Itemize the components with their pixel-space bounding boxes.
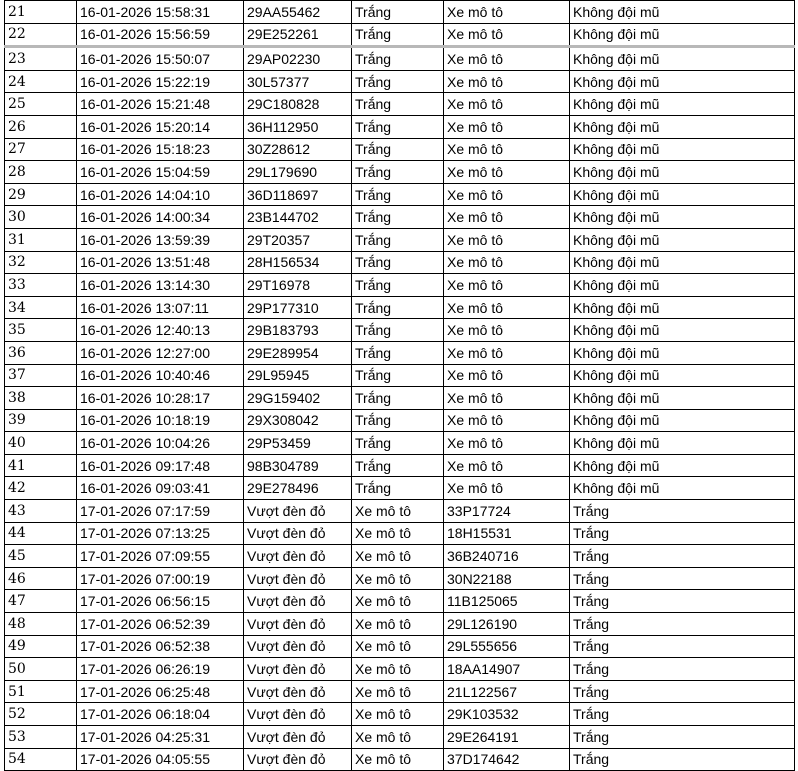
row-number-cell: 52 (5, 703, 77, 726)
datetime-cell: 17-01-2026 06:52:39 (77, 613, 244, 636)
table-row (5, 635, 795, 658)
column-5-cell: 11B125065 (444, 590, 570, 613)
datetime-cell: 16-01-2026 09:17:48 (77, 454, 244, 477)
table-row (5, 23, 795, 47)
column-5-cell: 36B240716 (444, 545, 570, 568)
table-row (5, 138, 795, 161)
column-3-cell: Vượt đèn đỏ (244, 635, 352, 658)
column-5-cell: Xe mô tô (444, 454, 570, 477)
table-row (5, 70, 795, 93)
column-4-cell: Trắng (352, 409, 444, 432)
datetime-cell: 16-01-2026 15:18:23 (77, 138, 244, 161)
row-number-cell: 31 (5, 228, 77, 251)
column-3-cell: Vượt đèn đỏ (244, 680, 352, 703)
column-4-cell: Trắng (352, 183, 444, 206)
datetime-cell: 16-01-2026 09:03:41 (77, 477, 244, 500)
column-6-cell: Trắng (570, 680, 795, 703)
column-5-cell: 29E264191 (444, 726, 570, 749)
table-row (5, 296, 795, 319)
row-number-cell: 47 (5, 590, 77, 613)
column-4-cell: Trắng (352, 47, 444, 71)
column-3-cell: 29B183793 (244, 319, 352, 342)
column-4-cell: Trắng (352, 454, 444, 477)
column-4-cell: Xe mô tô (352, 658, 444, 681)
column-4-cell: Xe mô tô (352, 680, 444, 703)
column-4-cell: Trắng (352, 274, 444, 297)
table-row (5, 432, 795, 455)
table-row (5, 115, 795, 138)
table-row (5, 522, 795, 545)
column-6-cell: Không đội mũ (570, 138, 795, 161)
column-5-cell: Xe mô tô (444, 364, 570, 387)
column-5-cell: Xe mô tô (444, 115, 570, 138)
row-number-cell: 36 (5, 341, 77, 364)
column-5-cell: 18AA14907 (444, 658, 570, 681)
column-6-cell: Không đội mũ (570, 387, 795, 410)
column-6-cell: Không đội mũ (570, 70, 795, 93)
column-5-cell: 30N22188 (444, 567, 570, 590)
column-4-cell: Xe mô tô (352, 748, 444, 771)
column-5-cell: 37D174642 (444, 748, 570, 771)
column-4-cell: Trắng (352, 206, 444, 229)
column-5-cell: Xe mô tô (444, 23, 570, 47)
row-number-cell: 53 (5, 726, 77, 749)
table-row (5, 387, 795, 410)
column-5-cell: Xe mô tô (444, 477, 570, 500)
column-4-cell: Trắng (352, 296, 444, 319)
row-number-cell: 27 (5, 138, 77, 161)
datetime-cell: 17-01-2026 06:18:04 (77, 703, 244, 726)
row-number-cell: 51 (5, 680, 77, 703)
table-row (5, 93, 795, 116)
row-number-cell: 33 (5, 274, 77, 297)
row-number-cell: 41 (5, 454, 77, 477)
column-3-cell: Vượt đèn đỏ (244, 748, 352, 771)
table-body (5, 1, 795, 771)
table-row (5, 680, 795, 703)
row-number-cell: 23 (5, 47, 77, 71)
column-3-cell: Vượt đèn đỏ (244, 522, 352, 545)
column-6-cell: Không đội mũ (570, 341, 795, 364)
datetime-cell: 16-01-2026 15:50:07 (77, 47, 244, 71)
column-6-cell: Không đội mũ (570, 1, 795, 24)
column-5-cell: Xe mô tô (444, 228, 570, 251)
column-5-cell: Xe mô tô (444, 409, 570, 432)
table-row (5, 228, 795, 251)
table-row (5, 206, 795, 229)
column-6-cell: Không đội mũ (570, 161, 795, 184)
datetime-cell: 16-01-2026 13:59:39 (77, 228, 244, 251)
datetime-cell: 16-01-2026 10:40:46 (77, 364, 244, 387)
column-6-cell: Không đội mũ (570, 319, 795, 342)
row-number-cell: 38 (5, 387, 77, 410)
column-6-cell: Không đội mũ (570, 364, 795, 387)
table-row (5, 726, 795, 749)
column-6-cell: Trắng (570, 522, 795, 545)
row-number-cell: 32 (5, 251, 77, 274)
column-3-cell: 30Z28612 (244, 138, 352, 161)
table-row (5, 1, 795, 24)
datetime-cell: 16-01-2026 10:28:17 (77, 387, 244, 410)
row-number-cell: 29 (5, 183, 77, 206)
row-number-cell: 26 (5, 115, 77, 138)
row-number-cell: 24 (5, 70, 77, 93)
table-row (5, 409, 795, 432)
column-5-cell: Xe mô tô (444, 432, 570, 455)
column-4-cell: Xe mô tô (352, 567, 444, 590)
column-4-cell: Trắng (352, 364, 444, 387)
table-row (5, 251, 795, 274)
column-4-cell: Trắng (352, 432, 444, 455)
column-3-cell: Vượt đèn đỏ (244, 545, 352, 568)
table-row (5, 703, 795, 726)
datetime-cell: 17-01-2026 07:09:55 (77, 545, 244, 568)
column-4-cell: Xe mô tô (352, 726, 444, 749)
datetime-cell: 16-01-2026 14:00:34 (77, 206, 244, 229)
row-number-cell: 45 (5, 545, 77, 568)
row-number-cell: 49 (5, 635, 77, 658)
datetime-cell: 17-01-2026 06:25:48 (77, 680, 244, 703)
column-3-cell: 29E278496 (244, 477, 352, 500)
column-4-cell: Trắng (352, 1, 444, 24)
column-4-cell: Trắng (352, 319, 444, 342)
datetime-cell: 17-01-2026 07:00:19 (77, 567, 244, 590)
row-number-cell: 39 (5, 409, 77, 432)
row-number-cell: 42 (5, 477, 77, 500)
datetime-cell: 16-01-2026 15:56:59 (77, 23, 244, 47)
column-3-cell: 23B144702 (244, 206, 352, 229)
column-5-cell: Xe mô tô (444, 70, 570, 93)
column-3-cell: Vượt đèn đỏ (244, 703, 352, 726)
column-6-cell: Không đội mũ (570, 47, 795, 71)
column-3-cell: Vượt đèn đỏ (244, 613, 352, 636)
row-number-cell: 22 (5, 23, 77, 47)
column-3-cell: 29E289954 (244, 341, 352, 364)
table-row (5, 341, 795, 364)
violations-table (4, 0, 795, 771)
row-number-cell: 30 (5, 206, 77, 229)
table-row (5, 567, 795, 590)
column-3-cell: 36H112950 (244, 115, 352, 138)
column-6-cell: Trắng (570, 658, 795, 681)
datetime-cell: 16-01-2026 12:27:00 (77, 341, 244, 364)
column-5-cell: Xe mô tô (444, 274, 570, 297)
column-6-cell: Không đội mũ (570, 454, 795, 477)
row-number-cell: 54 (5, 748, 77, 771)
column-3-cell: 29AP02230 (244, 47, 352, 71)
column-3-cell: Vượt đèn đỏ (244, 500, 352, 523)
column-4-cell: Xe mô tô (352, 545, 444, 568)
column-6-cell: Trắng (570, 703, 795, 726)
column-3-cell: 29L95945 (244, 364, 352, 387)
column-6-cell: Trắng (570, 635, 795, 658)
datetime-cell: 16-01-2026 13:07:11 (77, 296, 244, 319)
column-3-cell: Vượt đèn đỏ (244, 567, 352, 590)
row-number-cell: 43 (5, 500, 77, 523)
datetime-cell: 16-01-2026 12:40:13 (77, 319, 244, 342)
column-5-cell: 29L126190 (444, 613, 570, 636)
column-5-cell: 33P17724 (444, 500, 570, 523)
datetime-cell: 16-01-2026 15:21:48 (77, 93, 244, 116)
column-4-cell: Trắng (352, 477, 444, 500)
table-row (5, 500, 795, 523)
datetime-cell: 17-01-2026 04:25:31 (77, 726, 244, 749)
datetime-cell: 17-01-2026 06:52:38 (77, 635, 244, 658)
column-6-cell: Không đội mũ (570, 409, 795, 432)
column-3-cell: 29X308042 (244, 409, 352, 432)
datetime-cell: 16-01-2026 15:22:19 (77, 70, 244, 93)
row-number-cell: 44 (5, 522, 77, 545)
column-6-cell: Trắng (570, 545, 795, 568)
table-row (5, 545, 795, 568)
datetime-cell: 16-01-2026 13:14:30 (77, 274, 244, 297)
row-number-cell: 48 (5, 613, 77, 636)
column-6-cell: Trắng (570, 748, 795, 771)
table-row (5, 319, 795, 342)
column-4-cell: Trắng (352, 138, 444, 161)
table-row (5, 658, 795, 681)
column-6-cell: Không đội mũ (570, 206, 795, 229)
column-6-cell: Không đội mũ (570, 432, 795, 455)
datetime-cell: 16-01-2026 10:18:19 (77, 409, 244, 432)
datetime-cell: 16-01-2026 13:51:48 (77, 251, 244, 274)
column-6-cell: Trắng (570, 500, 795, 523)
column-5-cell: Xe mô tô (444, 183, 570, 206)
column-3-cell: 29G159402 (244, 387, 352, 410)
column-5-cell: Xe mô tô (444, 296, 570, 319)
column-5-cell: Xe mô tô (444, 206, 570, 229)
column-3-cell: Vượt đèn đỏ (244, 590, 352, 613)
column-3-cell: 30L57377 (244, 70, 352, 93)
column-4-cell: Trắng (352, 251, 444, 274)
column-6-cell: Trắng (570, 590, 795, 613)
table-row (5, 161, 795, 184)
column-5-cell: Xe mô tô (444, 387, 570, 410)
column-6-cell: Không đội mũ (570, 183, 795, 206)
datetime-cell: 16-01-2026 15:04:59 (77, 161, 244, 184)
table-row (5, 454, 795, 477)
column-5-cell: Xe mô tô (444, 138, 570, 161)
row-number-cell: 25 (5, 93, 77, 116)
column-3-cell: 29P177310 (244, 296, 352, 319)
row-number-cell: 34 (5, 296, 77, 319)
column-4-cell: Trắng (352, 115, 444, 138)
column-3-cell: 29L179690 (244, 161, 352, 184)
column-3-cell: 29AA55462 (244, 1, 352, 24)
column-4-cell: Trắng (352, 387, 444, 410)
row-number-cell: 21 (5, 1, 77, 24)
row-number-cell: 28 (5, 161, 77, 184)
datetime-cell: 17-01-2026 07:17:59 (77, 500, 244, 523)
column-5-cell: 18H15531 (444, 522, 570, 545)
column-4-cell: Xe mô tô (352, 613, 444, 636)
column-6-cell: Không đội mũ (570, 251, 795, 274)
column-3-cell: 29T20357 (244, 228, 352, 251)
column-5-cell: 21L122567 (444, 680, 570, 703)
column-6-cell: Không đội mũ (570, 115, 795, 138)
column-3-cell: 29C180828 (244, 93, 352, 116)
column-5-cell: 29K103532 (444, 703, 570, 726)
datetime-cell: 17-01-2026 06:56:15 (77, 590, 244, 613)
column-4-cell: Trắng (352, 341, 444, 364)
column-3-cell: 36D118697 (244, 183, 352, 206)
column-6-cell: Trắng (570, 613, 795, 636)
table-row (5, 364, 795, 387)
column-6-cell: Trắng (570, 726, 795, 749)
column-3-cell: Vượt đèn đỏ (244, 726, 352, 749)
table-row (5, 590, 795, 613)
column-6-cell: Không đội mũ (570, 477, 795, 500)
column-6-cell: Trắng (570, 567, 795, 590)
column-3-cell: 29P53459 (244, 432, 352, 455)
row-number-cell: 46 (5, 567, 77, 590)
table-row (5, 183, 795, 206)
column-5-cell: Xe mô tô (444, 161, 570, 184)
table-row (5, 613, 795, 636)
row-number-cell: 50 (5, 658, 77, 681)
column-3-cell: 98B304789 (244, 454, 352, 477)
column-3-cell: 29T16978 (244, 274, 352, 297)
row-number-cell: 40 (5, 432, 77, 455)
column-6-cell: Không đội mũ (570, 274, 795, 297)
column-3-cell: 29E252261 (244, 23, 352, 47)
datetime-cell: 17-01-2026 06:26:19 (77, 658, 244, 681)
column-4-cell: Xe mô tô (352, 635, 444, 658)
column-5-cell: Xe mô tô (444, 341, 570, 364)
column-6-cell: Không đội mũ (570, 296, 795, 319)
table-row (5, 748, 795, 771)
row-number-cell: 37 (5, 364, 77, 387)
row-number-cell: 35 (5, 319, 77, 342)
column-5-cell: Xe mô tô (444, 251, 570, 274)
table-row (5, 47, 795, 71)
column-6-cell: Không đội mũ (570, 23, 795, 47)
column-4-cell: Xe mô tô (352, 703, 444, 726)
column-4-cell: Xe mô tô (352, 590, 444, 613)
datetime-cell: 17-01-2026 07:13:25 (77, 522, 244, 545)
datetime-cell: 17-01-2026 04:05:55 (77, 748, 244, 771)
column-6-cell: Không đội mũ (570, 228, 795, 251)
column-3-cell: 28H156534 (244, 251, 352, 274)
column-4-cell: Xe mô tô (352, 500, 444, 523)
column-4-cell: Trắng (352, 93, 444, 116)
column-4-cell: Trắng (352, 70, 444, 93)
column-4-cell: Trắng (352, 161, 444, 184)
column-5-cell: Xe mô tô (444, 93, 570, 116)
datetime-cell: 16-01-2026 15:20:14 (77, 115, 244, 138)
table-row (5, 274, 795, 297)
column-5-cell: Xe mô tô (444, 319, 570, 342)
datetime-cell: 16-01-2026 15:58:31 (77, 1, 244, 24)
column-5-cell: Xe mô tô (444, 47, 570, 71)
column-4-cell: Trắng (352, 23, 444, 47)
column-4-cell: Xe mô tô (352, 522, 444, 545)
column-6-cell: Không đội mũ (570, 93, 795, 116)
column-4-cell: Trắng (352, 228, 444, 251)
datetime-cell: 16-01-2026 14:04:10 (77, 183, 244, 206)
table-row (5, 477, 795, 500)
column-5-cell: 29L555656 (444, 635, 570, 658)
column-5-cell: Xe mô tô (444, 1, 570, 24)
datetime-cell: 16-01-2026 10:04:26 (77, 432, 244, 455)
column-3-cell: Vượt đèn đỏ (244, 658, 352, 681)
